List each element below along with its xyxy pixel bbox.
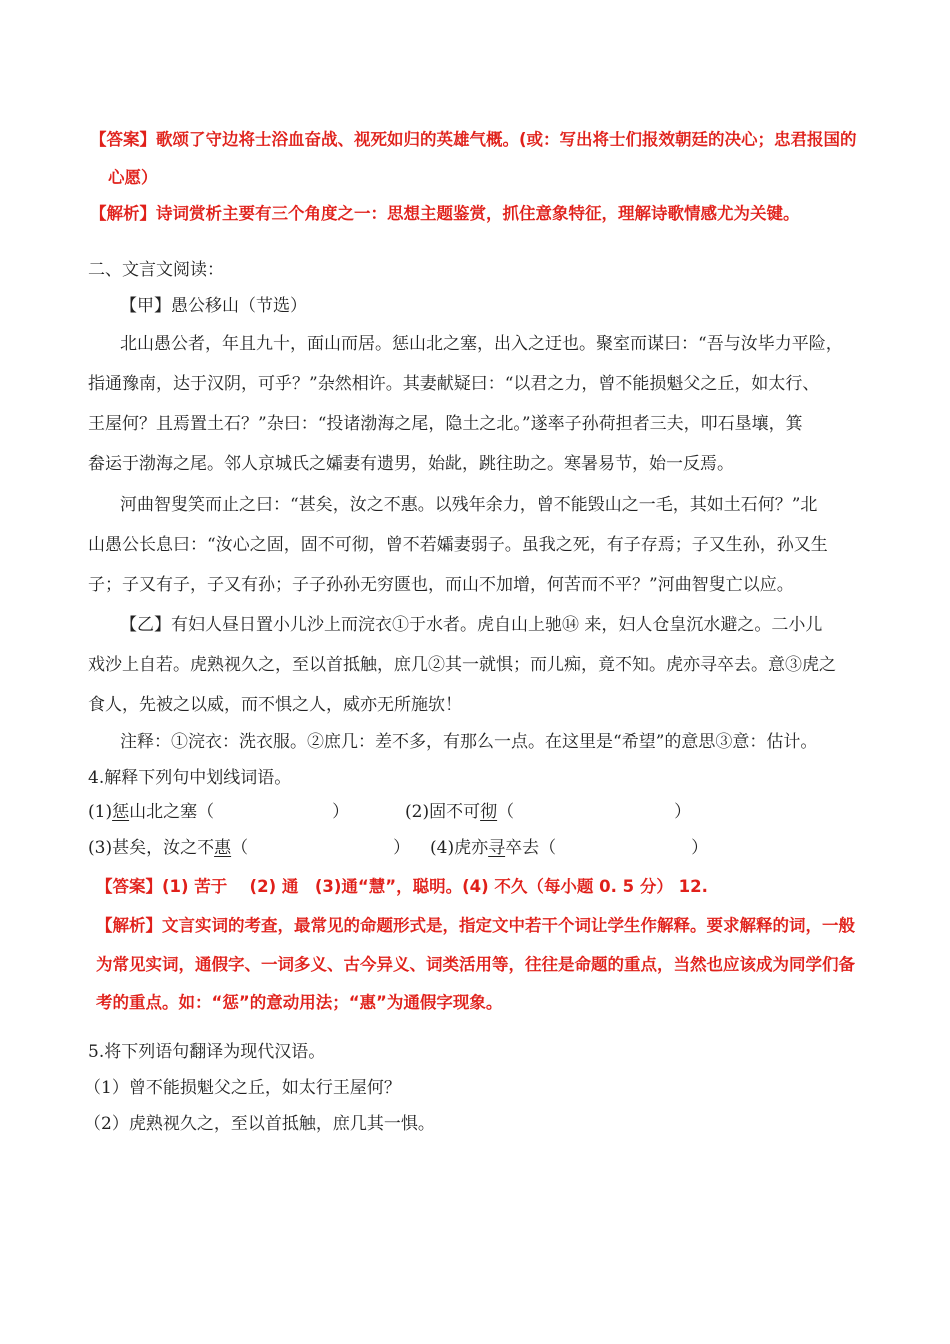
q4-item-4: (4)虎亦寻卒去（ ）: [430, 838, 709, 858]
notes: 注释：①浣衣：洗衣服。②庶几：差不多，有那么一点。在这里是“希望”的意思③意：估计。: [120, 732, 818, 752]
question-4-title: 4.解释下列句中划线词语。: [88, 768, 292, 788]
jia-title: 【甲】愚公移山（节选）: [120, 296, 307, 316]
underlined-word: 惩: [112, 802, 130, 822]
underlined-word: 寻: [488, 838, 506, 858]
passage-line: 北山愚公者，年且九十，面山而居。惩山北之塞，出入之迂也。聚室而谋曰：“吾与汝毕力平险，: [120, 334, 843, 354]
analysis-block-4: [96, 914, 855, 938]
passage-line: 子；子又有子，子又有孙；子子孙孙无穷匮也，而山不加增，何苦而不平？”河曲智叟亡以应。: [88, 575, 794, 595]
analysis-text-line: 考的重点。如：“惩”的意动用法；“惠”为通假字现象。: [96, 993, 503, 1012]
underlined-word: 彻: [480, 802, 498, 822]
answer-tag: 【答案】: [96, 877, 162, 896]
answer-tag: 【答案】: [90, 130, 156, 149]
analysis-text: 诗词赏析主要有三个角度之一：思想主题鉴赏，抓住意象特征，理解诗歌情感尤为关键。: [156, 204, 800, 223]
answer-text-line-1: 歌颂了守边将士浴血奋战、视死如归的英雄气概。(或：写出将士们报效朝廷的决心；忠君报国的: [156, 130, 857, 149]
passage-line: 王屋何？且焉置土石？”杂曰：“投诸渤海之尾，隐土之北。”遂率子孙荷担者三夫，叩石垦壤，箕: [88, 414, 803, 434]
q4-item-2: (2)固不可彻（ ）: [405, 802, 692, 822]
passage-line: 食人，先被之以威，而不惧之人，威亦无所施欤！: [88, 695, 462, 715]
passage-line: 畚运于渤海之尾。邻人京城氏之孀妻有遗男，始龀，跳往助之。寒暑易节，始一反焉。: [88, 454, 734, 474]
answer-block-1: [90, 128, 857, 152]
q5-item: （2）虎熟视久之，至以首抵触，庶几其一惧。: [84, 1114, 435, 1134]
section-heading: 二、文言文阅读：: [88, 260, 224, 280]
underlined-word: 惠: [214, 838, 232, 858]
passage-line: 山愚公长息曰：“汝心之固，固不可彻，曾不若孀妻弱子。虽我之死，有子存焉；子又生孙，孙又生: [88, 535, 828, 555]
answer-text-line-2: 心愿）: [108, 168, 158, 187]
analysis-text-line: 为常见实词，通假字、一词多义、古今异义、词类活用等，往往是命题的重点，当然也应该成为同学们备: [96, 955, 855, 974]
q4-item-3: (3)甚矣，汝之不惠（ ）: [88, 838, 411, 858]
answer-text: (1) 苦于 (2) 通 (3)通“慧”，聪明。(4) 不久（每小题 0. 5 分） 12.: [162, 877, 708, 896]
q5-item: （1）曾不能损魁父之丘，如太行王屋何？: [84, 1078, 401, 1098]
analysis-text-line: 文言实词的考查，最常见的命题形式是，指定文中若干个词让学生作解释。要求解释的词，一般: [162, 916, 855, 935]
passage-line: 【乙】有妇人昼日置小儿沙上而浣衣①于水者。虎自山上驰⑭ 来，妇人仓皇沉水避之。二小儿: [120, 615, 823, 635]
analysis-block-1: [90, 202, 800, 226]
answer-block-4: [96, 875, 708, 899]
q4-item-1: (1)惩山北之塞（ ）: [88, 802, 350, 822]
passage-line: 戏沙上自若。虎熟视久之，至以首抵触，庶几②其一就惧；而儿痴，竟不知。虎亦寻卒去。意③虎之: [88, 655, 836, 675]
analysis-tag: 【解析】: [96, 916, 162, 935]
analysis-tag: 【解析】: [90, 204, 156, 223]
passage-line: 河曲智叟笑而止之曰：“甚矣，汝之不惠。以残年余力，曾不能毁山之一毛，其如土石何？”北: [120, 495, 818, 515]
question-5-title: 5.将下列语句翻译为现代汉语。: [88, 1042, 326, 1062]
passage-line: 指通豫南，达于汉阴，可乎？”杂然相许。其妻献疑曰：“以君之力，曾不能损魁父之丘，如太行、: [88, 374, 820, 394]
